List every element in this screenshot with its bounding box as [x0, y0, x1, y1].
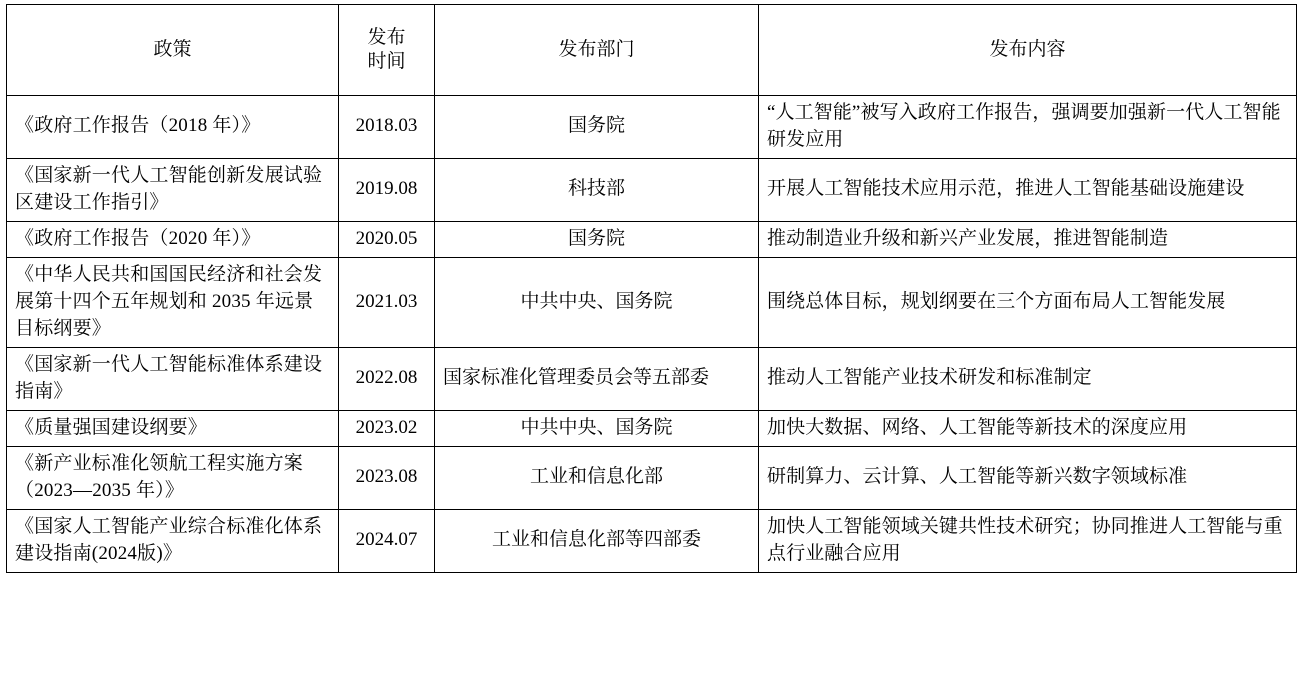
table-body [7, 96, 1297, 573]
cell-date: 2023.02 [339, 410, 435, 446]
cell-date: 2024.07 [339, 509, 435, 572]
column-header-department: 发布部门 [435, 5, 759, 96]
policy-table [6, 4, 1297, 573]
cell-date: 2020.05 [339, 221, 435, 257]
column-header-date-line1: 发布 [367, 27, 406, 49]
table-row [7, 221, 1297, 257]
cell-policy: 《质量强国建设纲要》 [7, 410, 339, 446]
cell-department: 工业和信息化部等四部委 [435, 509, 759, 572]
cell-department: 国务院 [435, 96, 759, 159]
table-row [7, 158, 1297, 221]
cell-department: 国家标准化管理委员会等五部委 [435, 347, 759, 410]
cell-department: 中共中央、国务院 [435, 257, 759, 347]
cell-date: 2019.08 [339, 158, 435, 221]
table-row [7, 410, 1297, 446]
table-row [7, 96, 1297, 159]
column-header-content: 发布内容 [759, 5, 1297, 96]
cell-content: 加快大数据、网络、人工智能等新技术的深度应用 [759, 410, 1297, 446]
cell-content: 推动制造业升级和新兴产业发展，推进智能制造 [759, 221, 1297, 257]
cell-department: 工业和信息化部 [435, 446, 759, 509]
cell-content: 围绕总体目标，规划纲要在三个方面布局人工智能发展 [759, 257, 1297, 347]
table-header [7, 5, 1297, 96]
cell-policy: 《政府工作报告（2018 年）》 [7, 96, 339, 159]
table-row [7, 347, 1297, 410]
cell-content: 推动人工智能产业技术研发和标准制定 [759, 347, 1297, 410]
cell-department: 科技部 [435, 158, 759, 221]
cell-content: 研制算力、云计算、人工智能等新兴数字领域标准 [759, 446, 1297, 509]
cell-date: 2022.08 [339, 347, 435, 410]
cell-date: 2021.03 [339, 257, 435, 347]
cell-date: 2018.03 [339, 96, 435, 159]
cell-content: 加快人工智能领域关键共性技术研究；协同推进人工智能与重点行业融合应用 [759, 509, 1297, 572]
column-header-policy: 政策 [7, 5, 339, 96]
column-header-date [339, 5, 435, 96]
cell-policy: 《国家新一代人工智能创新发展试验区建设工作指引》 [7, 158, 339, 221]
cell-department: 中共中央、国务院 [435, 410, 759, 446]
cell-policy: 《中华人民共和国国民经济和社会发展第十四个五年规划和 2035 年远景目标纲要》 [7, 257, 339, 347]
header-row [7, 5, 1297, 96]
cell-policy: 《政府工作报告（2020 年）》 [7, 221, 339, 257]
cell-policy: 《新产业标准化领航工程实施方案（2023—2035 年）》 [7, 446, 339, 509]
cell-policy: 《国家新一代人工智能标准体系建设指南》 [7, 347, 339, 410]
cell-department: 国务院 [435, 221, 759, 257]
cell-date: 2023.08 [339, 446, 435, 509]
cell-policy: 《国家人工智能产业综合标准化体系建设指南(2024版)》 [7, 509, 339, 572]
table-row [7, 509, 1297, 572]
cell-content: 开展人工智能技术应用示范，推进人工智能基础设施建设 [759, 158, 1297, 221]
table-row [7, 257, 1297, 347]
table-row [7, 446, 1297, 509]
column-header-date-line2: 时间 [367, 51, 406, 72]
cell-content: “人工智能”被写入政府工作报告，强调要加强新一代人工智能研发应用 [759, 96, 1297, 159]
